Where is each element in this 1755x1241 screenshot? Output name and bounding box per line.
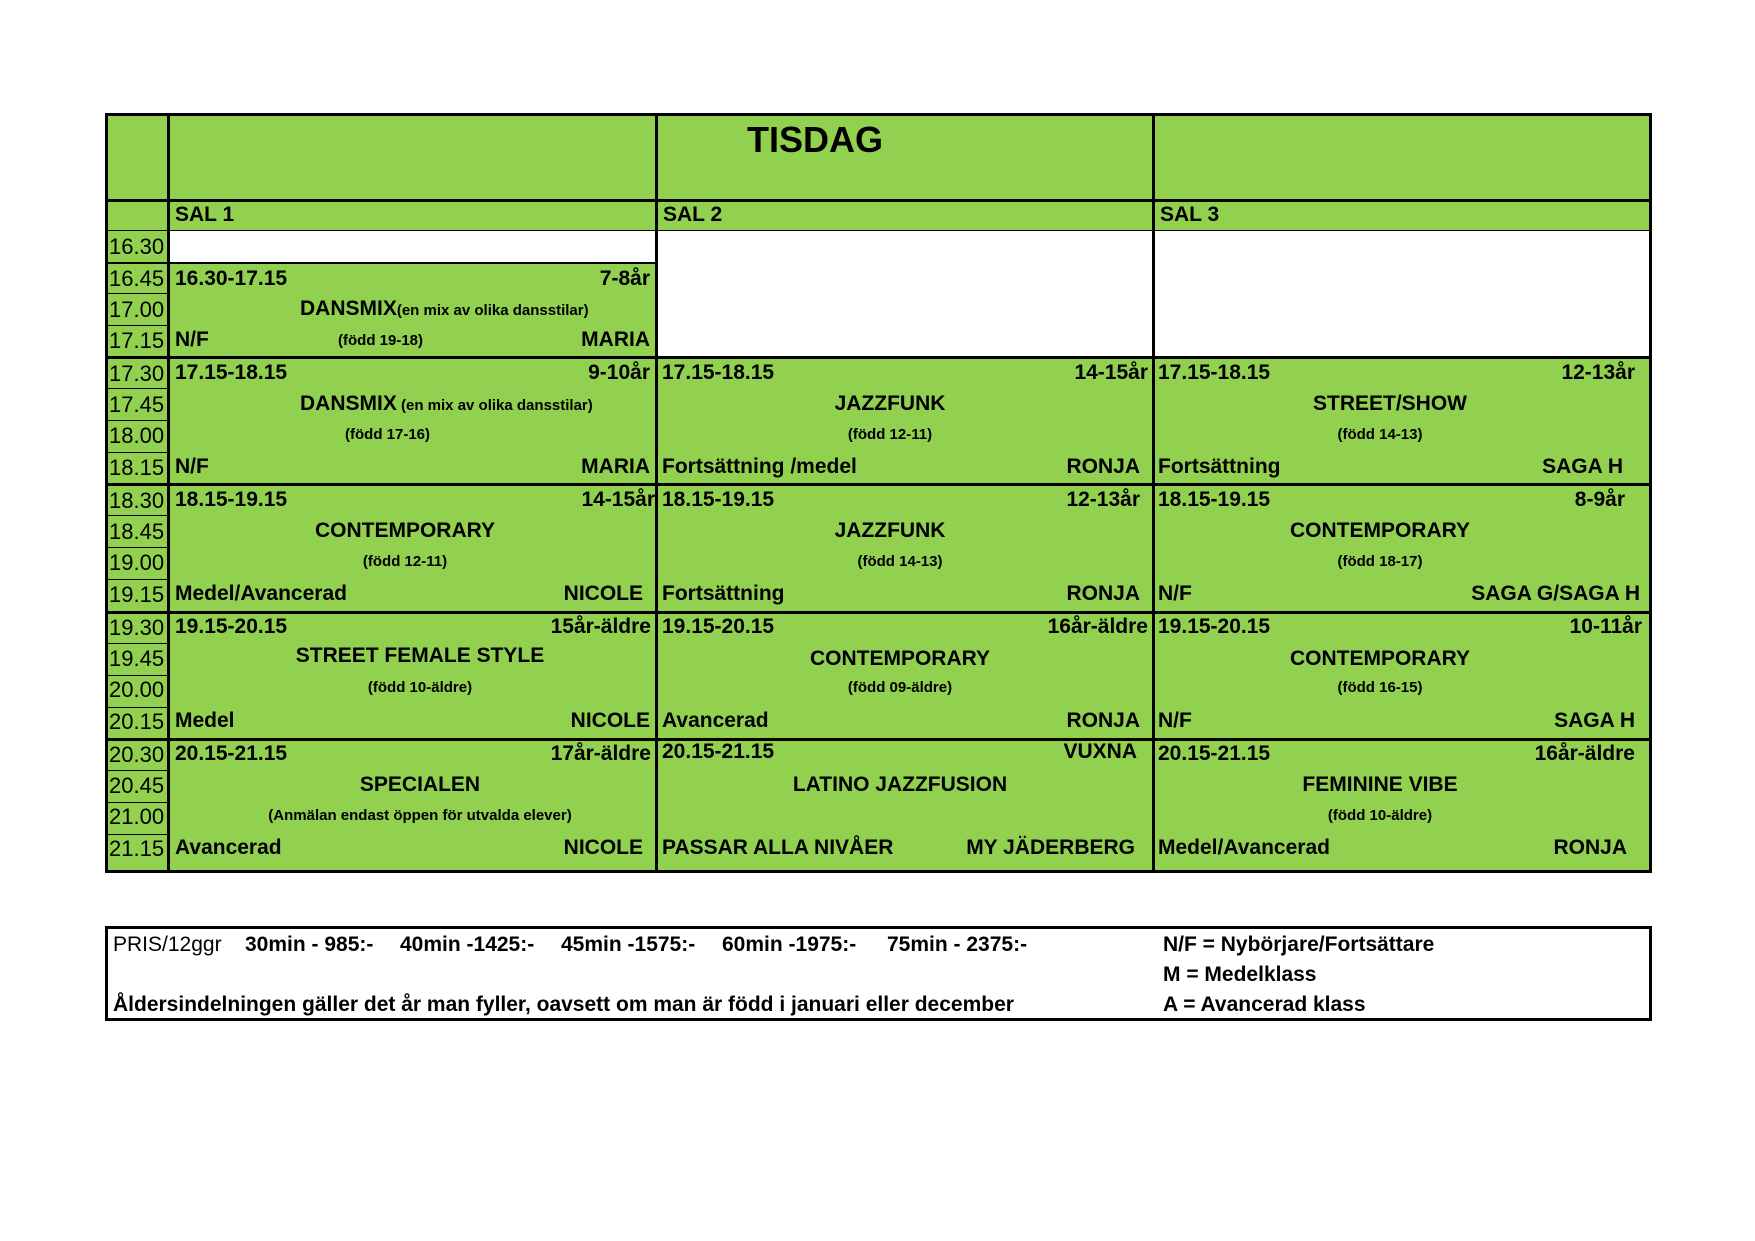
class-age: 14-15år: [581, 488, 655, 511]
class-time: 20.15-21.15: [1158, 742, 1271, 765]
class-born: (född 12-11): [847, 426, 933, 443]
time-label: 21.00: [109, 804, 165, 829]
legend-item: A = Avancerad klass: [1163, 993, 1366, 1016]
time-label: 20.15: [109, 709, 165, 734]
class-teacher: SAGA H: [1542, 455, 1623, 478]
class-born: (född 18-17): [1337, 553, 1423, 570]
legend-item: N/F = Nybörjare/Fortsättare: [1163, 933, 1435, 956]
class-born: (född 14-13): [1337, 426, 1423, 443]
hall-1-label: SAL 1: [175, 203, 235, 226]
class-age: 17år-äldre: [550, 742, 651, 765]
class-age: 16år-äldre: [1047, 615, 1148, 638]
class-time: 19.15-20.15: [1158, 615, 1271, 638]
class-level: N/F: [1158, 709, 1192, 732]
time-label: 18.15: [109, 455, 165, 480]
time-label: 19.45: [109, 646, 165, 671]
class-age: 16år-äldre: [1534, 742, 1635, 765]
class-teacher: MY JÄDERBERG: [966, 836, 1135, 859]
class-name: DANSMIX (en mix av olika dansstilar): [300, 392, 593, 415]
class-name: SPECIALEN: [359, 773, 481, 796]
price-item: 40min -1425:-: [400, 933, 535, 956]
class-born: (född 14-13): [857, 553, 943, 570]
class-teacher: RONJA: [1066, 455, 1140, 478]
class-born: (född 10-äldre): [1327, 807, 1433, 824]
time-label: 18.00: [109, 423, 165, 448]
class-time: 17.15-18.15: [175, 361, 288, 384]
class-level: N/F: [175, 455, 209, 478]
time-label: 17.30: [109, 361, 165, 386]
class-name: CONTEMPORARY: [314, 519, 496, 542]
class-time: 17.15-18.15: [1158, 361, 1271, 384]
time-label: 21.15: [109, 836, 165, 861]
class-born: (född 12-11): [362, 553, 448, 570]
class-age: 8-9år: [1574, 488, 1625, 511]
price-item: 60min -1975:-: [722, 933, 857, 956]
class-name: STREET/SHOW: [1312, 392, 1467, 415]
time-label: 20.00: [109, 677, 165, 702]
price-item: 30min - 985:-: [245, 933, 374, 956]
class-level: Medel: [175, 709, 235, 732]
class-level: Avancerad: [175, 836, 282, 859]
time-label: 19.15: [109, 582, 165, 607]
time-label: 20.30: [109, 742, 165, 767]
class-born: (född 10-äldre): [367, 679, 473, 696]
class-age: 14-15år: [1074, 361, 1148, 384]
class-teacher: SAGA H: [1554, 709, 1635, 732]
class-level: Avancerad: [662, 709, 769, 732]
class-age: 12-13år: [1066, 488, 1140, 511]
class-teacher: NICOLE: [570, 709, 650, 732]
class-name: DANSMIX(en mix av olika dansstilar): [300, 297, 589, 320]
time-label: 19.00: [109, 550, 165, 575]
class-name: CONTEMPORARY: [1289, 647, 1471, 670]
class-born: (född 09-äldre): [847, 679, 953, 696]
class-time: 18.15-19.15: [175, 488, 288, 511]
class-level: Fortsättning: [662, 582, 785, 605]
day-title: TISDAG: [747, 119, 884, 160]
class-time: 19.15-20.15: [662, 615, 775, 638]
class-time: 19.15-20.15: [175, 615, 288, 638]
class-time: 20.15-21.15: [662, 740, 775, 763]
price-label: PRIS/12ggr: [113, 933, 222, 956]
schedule-table: [105, 113, 1652, 873]
class-level: Medel/Avancerad: [1158, 836, 1330, 859]
class-level: N/F: [175, 328, 209, 351]
time-label: 18.45: [109, 519, 165, 544]
class-teacher: NICOLE: [563, 836, 643, 859]
class-level: N/F: [1158, 582, 1192, 605]
class-time: 17.15-18.15: [662, 361, 775, 384]
class-name: FEMININE VIBE: [1302, 773, 1458, 796]
class-teacher: SAGA G/SAGA H: [1471, 582, 1640, 605]
class-name: CONTEMPORARY: [1289, 519, 1471, 542]
hall-3-label: SAL 3: [1160, 203, 1220, 226]
time-label: 17.45: [109, 392, 165, 417]
class-level: PASSAR ALLA NIVÅER: [662, 836, 894, 859]
class-teacher: RONJA: [1066, 709, 1140, 732]
class-age: 9-10år: [588, 361, 650, 384]
table-frame: [105, 113, 1652, 873]
class-age: 15år-äldre: [550, 615, 651, 638]
class-teacher: RONJA: [1066, 582, 1140, 605]
class-time: 18.15-19.15: [1158, 488, 1271, 511]
class-teacher: MARIA: [581, 455, 650, 478]
price-item: 45min -1575:-: [561, 933, 696, 956]
class-name: JAZZFUNK: [834, 519, 946, 542]
legend-item: M = Medelklass: [1163, 963, 1317, 986]
hall-2-label: SAL 2: [663, 203, 723, 226]
price-legend-box: [105, 926, 1652, 1021]
time-label: 17.15: [109, 328, 165, 353]
price-item: 75min - 2375:-: [887, 933, 1028, 956]
class-born: (född 17-16): [345, 426, 431, 443]
time-label: 20.45: [109, 773, 165, 798]
time-label: 17.00: [109, 297, 165, 322]
class-name: JAZZFUNK: [834, 392, 946, 415]
age-note: Åldersindelningen gäller det år man fyller, oavsett om man är född i januari eller december: [113, 993, 1014, 1016]
class-name: CONTEMPORARY: [809, 647, 991, 670]
class-teacher: MARIA: [581, 328, 650, 351]
time-label: 16.45: [109, 266, 165, 291]
class-age: 12-13år: [1561, 361, 1635, 384]
time-label: 19.30: [109, 615, 165, 640]
class-name: STREET FEMALE STYLE: [295, 644, 545, 667]
class-age: 10-11år: [1569, 615, 1642, 638]
class-age: 7-8år: [599, 267, 650, 290]
class-born: (född 19-18): [338, 332, 424, 349]
class-time: 20.15-21.15: [175, 742, 288, 765]
class-level: Fortsättning: [1158, 455, 1281, 478]
class-level: Fortsättning /medel: [662, 455, 857, 478]
class-level: Medel/Avancerad: [175, 582, 347, 605]
time-label: 18.30: [109, 488, 165, 513]
time-label: 16.30: [109, 234, 165, 259]
class-born: (född 16-15): [1337, 679, 1423, 696]
class-time: 16.30-17.15: [175, 267, 288, 290]
class-born: (Anmälan endast öppen för utvalda elever): [268, 807, 572, 824]
class-age: VUXNA: [1063, 740, 1137, 763]
class-teacher: NICOLE: [563, 582, 643, 605]
class-name: LATINO JAZZFUSION: [792, 773, 1008, 796]
class-teacher: RONJA: [1553, 836, 1627, 859]
class-time: 18.15-19.15: [662, 488, 775, 511]
